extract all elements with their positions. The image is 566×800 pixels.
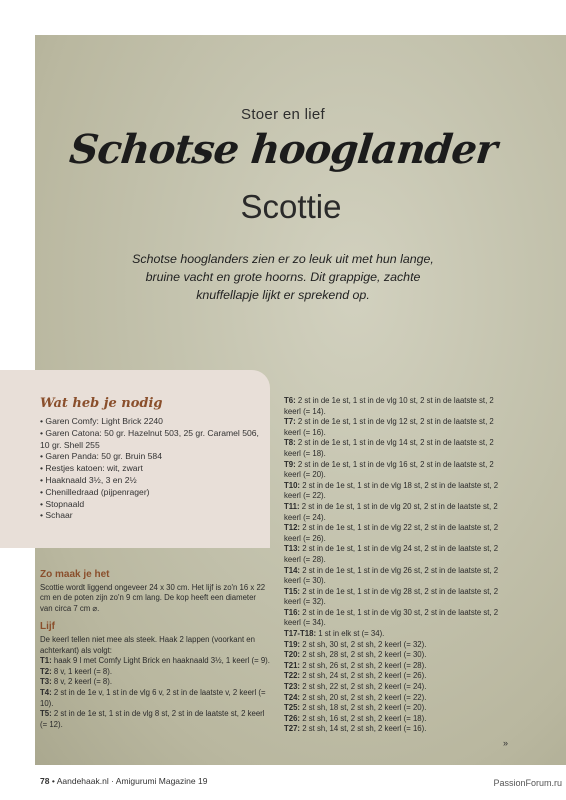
materials-item: • Haaknaald 3½, 3 en 2½: [40, 475, 265, 487]
row-text: 2 st sh, 26 st, 2 st sh, 2 keerl (= 28).: [302, 660, 427, 670]
materials-item: • Garen Catona: 50 gr. Hazelnut 503, 25 gr. Caramel 506, 10 gr. Shell 255: [40, 428, 265, 452]
materials-item: • Garen Comfy: Light Brick 2240: [40, 416, 265, 428]
body-intro: De keerl tellen niet mee als steek. Haak 2 lappen (voorkant en achterkant) als volgt:: [40, 634, 255, 655]
footer-separator: •: [51, 776, 57, 786]
pattern-row: [284, 640, 499, 651]
row-label: T19:: [284, 639, 301, 649]
pattern-row: [284, 396, 499, 417]
pattern-row: [40, 667, 270, 678]
page-subtitle: Scottie: [240, 188, 342, 225]
pattern-row: [284, 566, 499, 587]
row-text: 2 st in de 1e st, 1 st in de vlg 26 st, 2 st in de laatste st, 2 keerl (= 30).: [284, 565, 499, 586]
row-text: 2 st in de 1e st, 1 st in de vlg 22 st, 2 st in de laatste st, 2 keerl (= 26).: [284, 523, 499, 543]
row-text: 2 st sh, 14 st, 2 st sh, 2 keerl (= 16).: [302, 724, 427, 734]
body-heading: Lijf: [40, 621, 55, 633]
row-text: 2 st in de 1e st, 1 st in de vlg 10 st, 2 st in de laatste st, 2 keerl (= 14).: [284, 396, 494, 416]
pattern-row: [284, 438, 499, 459]
row-label: T27:: [284, 724, 301, 734]
pattern-row: [284, 650, 499, 661]
row-label: T23:: [284, 682, 301, 692]
pattern-row: [284, 724, 499, 735]
row-text: 2 st sh, 22 st, 2 st sh, 2 keerl (= 24).: [302, 682, 427, 692]
watermark: PassionForum.ru: [493, 778, 562, 788]
row-label: T21:: [284, 660, 301, 670]
footer-text: Aandehaak.nl · Amigurumi Magazine 19: [56, 776, 208, 786]
instructions-left-column: [40, 570, 270, 730]
row-label: T13:: [284, 544, 301, 554]
page-footer: [40, 776, 207, 786]
pattern-row: [284, 693, 499, 704]
pattern-row: [40, 677, 270, 688]
row-text: 2 st in de 1e v, 1 st in de vlg 6 v, 2 st in de laatste v, 2 keerl (= 10).: [40, 687, 266, 708]
materials-item: • Schaar: [40, 510, 265, 522]
row-text: haak 9 l met Comfy Light Brick en haaknaald 3½, 1 keerl (= 9).: [53, 656, 270, 666]
pattern-row: [284, 714, 499, 725]
kicker: Stoer en lief: [241, 106, 325, 123]
row-label: T9:: [284, 459, 296, 469]
pattern-row: [284, 703, 499, 714]
materials-item: • Stopnaald: [40, 499, 265, 511]
row-label: T14:: [284, 565, 301, 575]
row-label: T12:: [284, 523, 301, 533]
page-title: Schotse hooglander: [67, 126, 499, 173]
row-label: T17-T18:: [284, 629, 317, 639]
row-label: T8:: [284, 438, 296, 448]
instructions-right-column: [284, 396, 499, 735]
row-label: T5:: [40, 709, 52, 719]
row-label: T6:: [284, 396, 296, 405]
pattern-row: [284, 523, 499, 544]
pattern-row: [284, 661, 499, 672]
pattern-row: [284, 587, 499, 608]
row-text: 8 v, 2 keerl (= 8).: [53, 677, 113, 687]
pattern-row: [284, 682, 499, 693]
pattern-row: [284, 502, 499, 523]
row-label: T7:: [284, 417, 296, 427]
materials-item: • Garen Panda: 50 gr. Bruin 584: [40, 451, 265, 463]
row-label: T24:: [284, 692, 301, 702]
row-label: T1:: [40, 656, 52, 666]
method-text: Scottie wordt liggend ongeveer 24 x 30 cm. Het lijf is zo'n 16 x 22 cm en de poten zijn zo'n 9 cm lang. De kop heeft een diameter van circa 7 cm ⌀.: [40, 582, 266, 613]
row-label: T16:: [284, 607, 301, 617]
pattern-row: [284, 460, 499, 481]
row-text: 2 st sh, 30 st, 2 st sh, 2 keerl (= 32).: [302, 639, 427, 649]
pattern-row: [40, 709, 270, 730]
row-label: T22:: [284, 671, 301, 681]
page-number: 78: [40, 776, 50, 786]
pattern-row: [40, 688, 270, 709]
method-heading: Zo maak je het: [40, 569, 110, 580]
row-text: 2 st sh, 28 st, 2 st sh, 2 keerl (= 30).: [302, 650, 427, 660]
row-text: 2 st in de 1e st, 1 st in de vlg 20 st, 2 st in de laatste st, 2 keerl (= 24).: [284, 501, 498, 522]
row-text: 2 st in de 1e st, 1 st in de vlg 16 st, 2 st in de laatste st, 2 keerl (= 20).: [284, 459, 494, 480]
row-text: 2 st sh, 20 st, 2 st sh, 2 keerl (= 22).: [302, 692, 427, 702]
row-label: T3:: [40, 677, 52, 687]
row-label: T26:: [284, 713, 301, 723]
pattern-row: [284, 544, 499, 565]
row-text: 8 v, 1 keerl (= 8).: [53, 666, 113, 676]
pattern-row: [284, 417, 499, 438]
row-text: 2 st sh, 18 st, 2 st sh, 2 keerl (= 20).: [302, 703, 427, 713]
row-label: T25:: [284, 703, 301, 713]
row-text: 2 st in de 1e st, 1 st in de vlg 14 st, 2 st in de laatste st, 2 keerl (= 18).: [284, 438, 494, 458]
materials-item: • Chenilledraad (pijpenrager): [40, 487, 265, 499]
materials-heading: Wat heb je nodig: [40, 396, 163, 411]
row-text: 2 st in de 1e st, 1 st in de vlg 24 st, 2 st in de laatste st, 2 keerl (= 28).: [284, 544, 499, 564]
row-label: T2:: [40, 666, 52, 676]
row-label: T4:: [40, 687, 52, 697]
pattern-row: [284, 608, 499, 629]
pattern-row: [284, 671, 499, 682]
pattern-row: [284, 481, 499, 502]
continue-marker: »: [503, 738, 509, 748]
row-text: 2 st in de 1e st, 1 st in de vlg 12 st, 2 st in de laatste st, 2 keerl (= 16).: [284, 417, 494, 437]
pattern-row: [284, 629, 499, 640]
row-label: T15:: [284, 586, 301, 596]
materials-item: • Restjes katoen: wit, zwart: [40, 463, 265, 475]
row-text: 1 st in elk st (= 34).: [318, 629, 385, 639]
materials-list: [40, 416, 265, 522]
row-label: T10:: [284, 480, 301, 490]
row-text: 2 st in de 1e st, 1 st in de vlg 28 st, 2 st in de laatste st, 2 keerl (= 32).: [284, 586, 499, 607]
row-label: T11:: [284, 501, 300, 511]
row-text: 2 st in de 1e st, 1 st in de vlg 18 st, 2 st in de laatste st, 2 keerl (= 22).: [284, 480, 499, 501]
pattern-row: [40, 656, 270, 667]
row-text: 2 st in de 1e st, 1 st in de vlg 30 st, 2 st in de laatste st, 2 keerl (= 34).: [284, 607, 499, 628]
intro-text: Schotse hooglanders zien er zo leuk uit met hun lange, bruine vacht en grote hoorns. Dit grappige, zachte knuffellapje lijkt er sprekend op.: [132, 252, 434, 302]
row-text: 2 st in de 1e st, 1 st in de vlg 8 st, 2 st in de laatste st, 2 keerl (= 12).: [40, 709, 265, 729]
row-text: 2 st sh, 16 st, 2 st sh, 2 keerl (= 18).: [302, 713, 427, 723]
row-label: T20:: [284, 650, 301, 660]
row-text: 2 st sh, 24 st, 2 st sh, 2 keerl (= 26).: [302, 671, 427, 681]
